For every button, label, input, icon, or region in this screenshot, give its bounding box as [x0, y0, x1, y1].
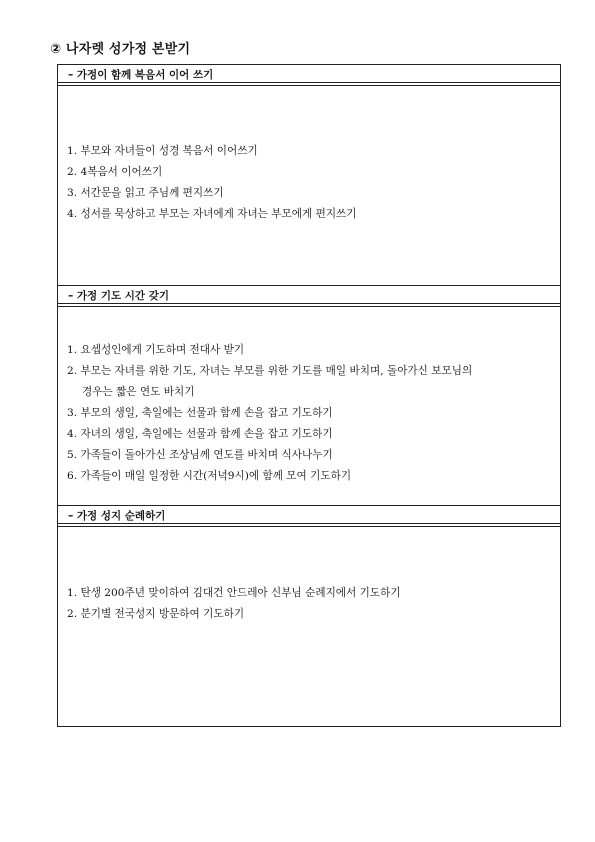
page-title: ② 나자렛 성가정 본받기: [50, 42, 191, 57]
list-item: 4. 성서를 묵상하고 부모는 자녀에게 자녀는 부모에게 편지쓰기: [67, 208, 357, 220]
list-item: 2. 4복음서 이어쓰기: [67, 166, 163, 178]
list-item: 6. 가족들이 매일 일정한 시간(저녁9시)에 함께 모여 기도하기: [67, 470, 352, 482]
item-list: [67, 141, 556, 225]
section-family-prayer: [57, 285, 561, 506]
list-item: 3. 서간문을 읽고 주님께 편지쓰기: [67, 187, 224, 199]
list-item: 2. 분기별 전국성지 방문하여 기도하기: [67, 608, 245, 620]
list-item-text: 2. 부모는 자녀를 위한 기도, 자녀는 부모를 위한 기도를 매일 바치며, 돌아가신 보모님의: [67, 365, 473, 377]
list-item: [67, 361, 556, 403]
item-list: [67, 340, 556, 487]
list-item: 5. 가족들이 돌아가신 조상님께 연도를 바치며 식사나누기: [67, 449, 333, 461]
section-body: [58, 527, 560, 726]
list-item: 4. 자녀의 생일, 축일에는 선물과 함께 손을 잡고 기도하기: [67, 428, 333, 440]
section-header: – 가정 기도 시간 갖기: [58, 286, 560, 307]
section-header: – 가정이 함께 복음서 이어 쓰기: [58, 65, 560, 86]
list-item: 1. 탄생 200주년 맞이하여 김대건 안드레아 신부님 순례지에서 기도하기: [67, 587, 401, 599]
section-pilgrimage: [57, 505, 561, 727]
list-item: 1. 요셉성인에게 기도하며 전대사 받기: [67, 344, 245, 356]
section-bible-copying: [57, 64, 561, 286]
section-header: – 가정 성지 순례하기: [58, 506, 560, 527]
item-list: [67, 583, 556, 625]
section-body: [58, 86, 560, 285]
list-item: 1. 부모와 자녀들이 성경 복음서 이어쓰기: [67, 145, 258, 157]
list-item-continuation: 경우는 짧은 연도 바치기: [82, 386, 195, 398]
section-body: [58, 307, 560, 505]
list-item: 3. 부모의 생일, 축일에는 선물과 함께 손을 잡고 기도하기: [67, 407, 333, 419]
